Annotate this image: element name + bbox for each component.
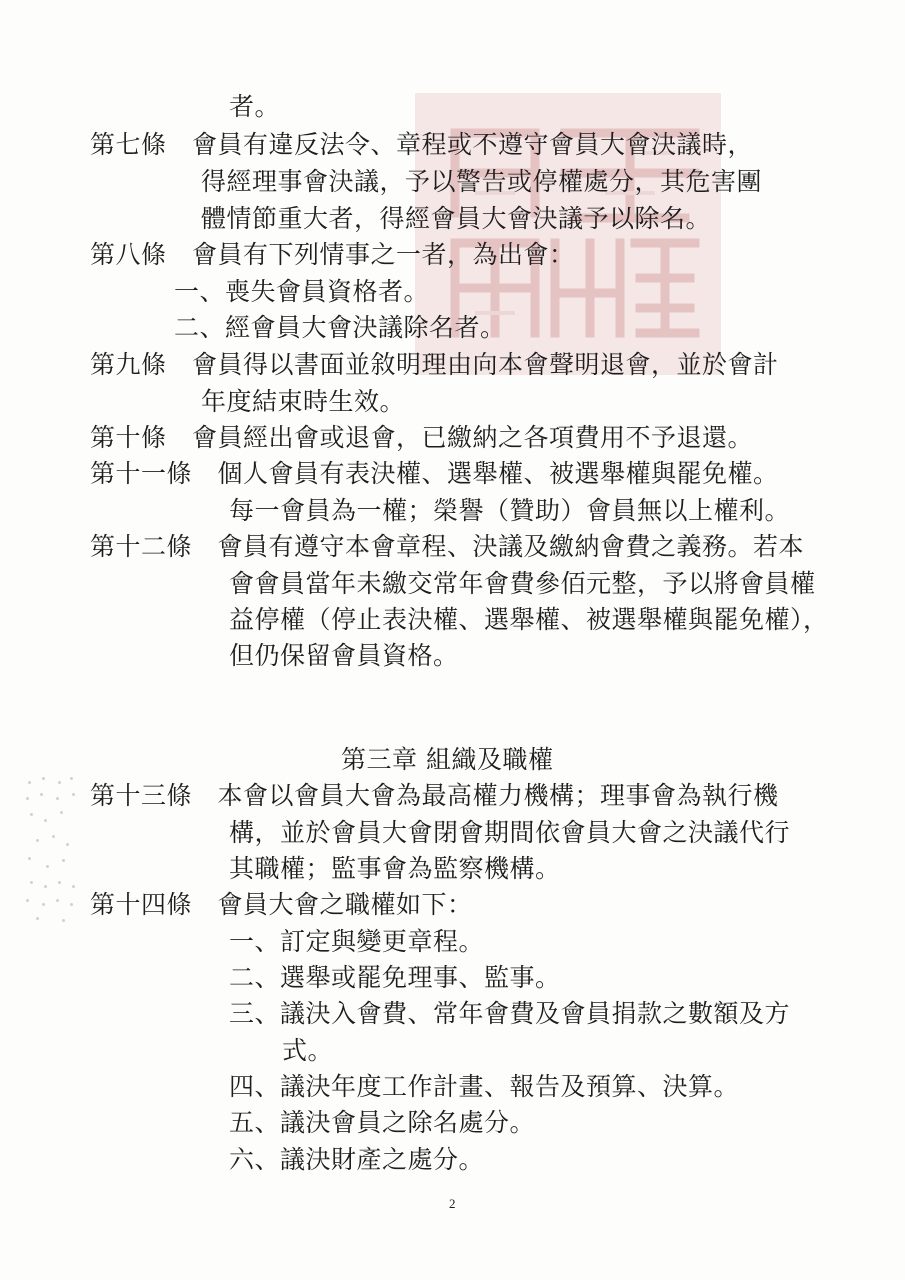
article-11-line-1: 第十一條 個人會員有表決權、選舉權、被選舉權與罷免權。 [90, 459, 779, 488]
article-6-end: 者。 [229, 92, 281, 121]
article-14-item-6: 六、議決財產之處分。 [229, 1145, 485, 1174]
article-8-line-1: 第八條 會員有下列情事之一者，為出會： [90, 240, 575, 269]
chapter-heading: 第三章 組織及職權 [341, 745, 554, 774]
article-12-line-2: 會會員當年未繳交常年會費參佰元整，予以將會員權 [229, 569, 816, 598]
article-7-line-2: 得經理事會決議，予以警告或停權處分，其危害團 [201, 167, 763, 196]
article-11-line-2: 每一會員為一權；榮譽（贊助）會員無以上權利。 [229, 496, 791, 525]
article-13-line-1: 第十三條 本會以會員大會為最高權力機構；理事會為執行機 [90, 781, 779, 810]
binding-hole-marks [22, 773, 82, 923]
article-10-line-1: 第十條 會員經出會或退會，已繳納之各項費用不予退還。 [90, 423, 754, 452]
article-14-line-1: 第十四條 會員大會之職權如下： [90, 890, 473, 919]
article-14-item-3: 三、議決入會費、常年會費及會員捐款之數額及方 [229, 999, 791, 1028]
article-13-line-2: 構，並於會員大會閉會期間依會員大會之決議代行 [229, 818, 791, 847]
article-14-item-1: 一、訂定與變更章程。 [229, 927, 485, 956]
article-14-item-4: 四、議決年度工作計畫、報告及預算、決算。 [229, 1072, 740, 1101]
article-8-item-2: 二、經會員大會決議除名者。 [174, 313, 506, 342]
article-14-item-2: 二、選舉或罷免理事、監事。 [229, 963, 561, 992]
article-12-line-1: 第十二條 會員有遵守本會章程、決議及繳納會費之義務。若本 [90, 532, 805, 561]
article-12-line-3: 益停權（停止表決權、選舉權、被選舉權與罷免權）， [229, 605, 829, 634]
article-8-item-1: 一、喪失會員資格者。 [174, 277, 430, 306]
article-14-item-5: 五、議決會員之除名處分。 [229, 1108, 536, 1137]
article-7-line-3: 體情節重大者，得經會員大會決議予以除名。 [201, 204, 712, 233]
article-7-line-1: 第七條 會員有違反法令、章程或不遵守會員大會決議時， [90, 130, 754, 159]
article-13-line-3: 其職權；監事會為監察機構。 [229, 854, 561, 883]
page-number: 2 [449, 1196, 456, 1211]
article-14-item-3-cont: 式。 [282, 1036, 334, 1065]
article-9-line-2: 年度結束時生效。 [201, 387, 406, 416]
article-9-line-1: 第九條 會員得以書面並敘明理由向本會聲明退會，並於會計 [90, 350, 779, 379]
article-12-line-4: 但仍保留會員資格。 [229, 641, 459, 670]
